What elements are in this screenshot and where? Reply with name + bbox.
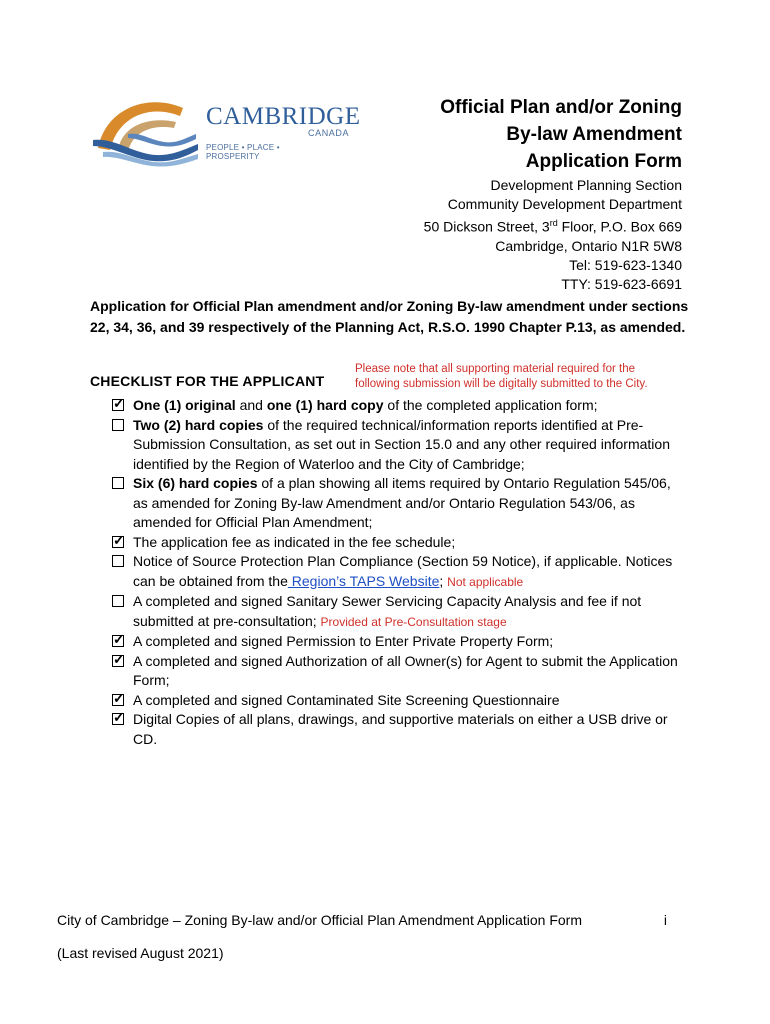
checkbox[interactable] (112, 595, 124, 607)
address-phone: Tel: 519-623-1340 (569, 256, 682, 273)
not-applicable-note: Not applicable (447, 574, 524, 589)
address-tty: TTY: 519-623-6691 (561, 275, 682, 292)
taps-website-link[interactable]: Region’s TAPS Website (287, 572, 440, 589)
checklist-item: Six (6) hard copies of a plan showing all items required by Ontario Regulation 545/06, as amended for Zoning By-law Amendment and/or Ontario Regulation 543/06, as amended for Official Plan Amendment; (112, 474, 682, 533)
checklist-item: A completed and signed Sanitary Sewer Servicing Capacity Analysis and fee if not submitted at pre-consultation; Provided at Pre-Consultation stage (112, 592, 682, 632)
checkbox[interactable] (112, 655, 124, 667)
checkbox[interactable] (112, 635, 124, 647)
form-title-line-2: By-law Amendment (506, 124, 682, 145)
checkbox[interactable] (112, 555, 124, 567)
checklist-item: Two (2) hard copies of the required technical/information reports identified at Pre-Submission Consultation, as set out in Section 15.0 and any other required information identified by the Region of Waterloo and the City of Cambridge; (112, 416, 682, 475)
form-title-line-1: Official Plan and/or Zoning (440, 97, 682, 118)
checkbox[interactable] (112, 713, 124, 725)
pre-consultation-note: Provided at Pre-Consultation stage (320, 614, 507, 629)
cambridge-emblem-icon (88, 88, 203, 168)
checklist-heading: CHECKLIST FOR THE APPLICANT (90, 373, 325, 389)
checklist-item: ✓ One (1) original and one (1) hard copy of the completed application form; (112, 396, 682, 416)
checklist-item: ✓ A completed and signed Contaminated Site Screening Questionnaire (112, 691, 682, 711)
address-line-2: Community Development Department (447, 196, 682, 212)
page-number: i (663, 912, 667, 928)
checklist-items (112, 396, 682, 749)
checkbox[interactable] (112, 536, 124, 548)
address-line-3: 50 Dickson Street, 3rd Floor, P.O. Box 669 (423, 218, 682, 235)
form-title-line-3: Application Form (525, 151, 682, 172)
revision-date: (Last revised August 2021) (57, 945, 224, 961)
address-line-1: Development Planning Section (490, 177, 682, 193)
address-line-4: Cambridge, Ontario N1R 5W8 (495, 237, 682, 254)
logo-tagline: PEOPLE • PLACE • PROSPERITY (206, 143, 280, 161)
form-title (440, 94, 682, 175)
intro-paragraph: Application for Official Plan amendment and/or Zoning By-law amendment under sections 22, 34, 36, and 39 respectively of the Planning Act, R.S.O. 1990 Chapter P.13, as amended. (90, 298, 689, 335)
checklist-item: ✓ A completed and signed Permission to Enter Private Property Form; (112, 632, 682, 652)
checklist-item: ✓ Digital Copies of all plans, drawings, and supportive materials on either a USB drive or CD. (112, 710, 682, 749)
logo-name: CAMBRIDGE (206, 103, 361, 130)
checklist-item: ✓ A completed and signed Authorization of all Owner(s) for Agent to submit the Application Form; (112, 652, 682, 691)
checklist-item: Notice of Source Protection Plan Compliance (Section 59 Notice), if applicable. Notices can be obtained from the Region’s TAPS Website; Not applicable (112, 552, 682, 592)
footer-text: City of Cambridge – Zoning By-law and/or Official Plan Amendment Application Form (57, 912, 582, 928)
logo-subtitle: CANADA (308, 128, 350, 138)
checkbox[interactable] (112, 477, 124, 489)
cambridge-logo (88, 88, 361, 168)
checklist-item: ✓ The application fee as indicated in the fee schedule; (112, 533, 682, 553)
checkbox[interactable] (112, 419, 124, 431)
checkbox[interactable] (112, 694, 124, 706)
page-footer (57, 912, 677, 928)
digital-submission-note: Please note that all supporting material required for the following submission will be digitally submitted to the City. (355, 363, 648, 390)
checkbox[interactable] (112, 399, 124, 411)
department-address (424, 176, 682, 294)
